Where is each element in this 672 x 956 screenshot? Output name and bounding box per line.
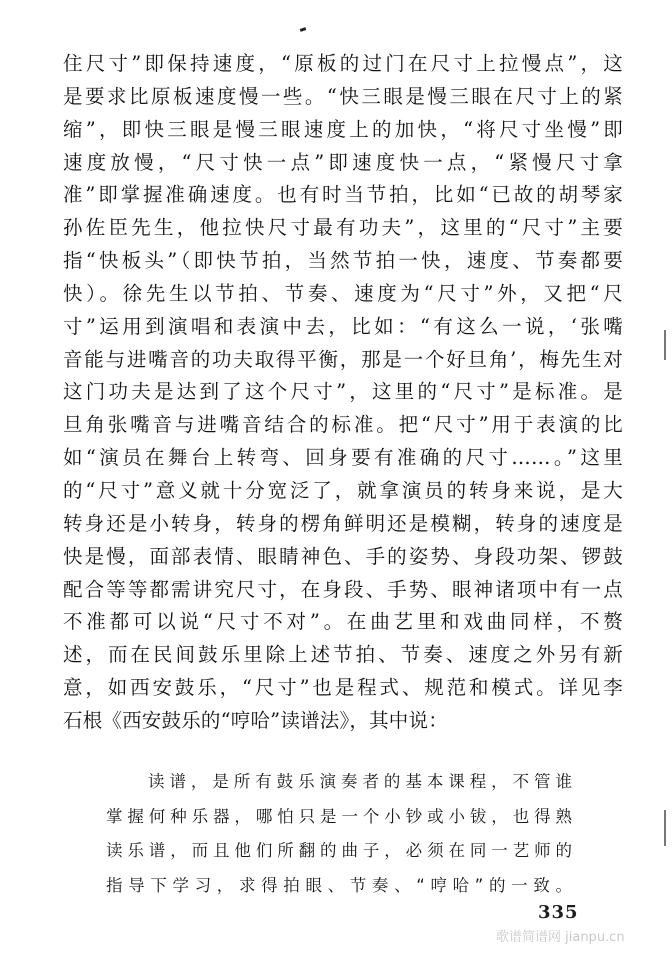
text-line: 寸”运用到演唱和表演中去，比如：“有这么一说，‘张嘴 [63,314,623,338]
body-text [63,48,623,738]
quote-line: 读谱，是所有鼓乐演奏者的基本课程，不管谁 [148,772,572,791]
text-line: 快是慢，面部表情、眼睛神色、手的姿势、身段功架、锣鼓 [63,544,623,568]
scan-edge-mark [664,810,666,846]
text-line: 指“快板头”（即快节拍，当然节拍一快，速度、节奏都要 [63,249,623,273]
watermark: 歌谱简谱网 jianpu.cn [496,930,625,945]
text-line: 快）。徐先生以节拍、节奏、速度为“尺寸”外，又把“尺 [63,281,623,305]
text-line: 转身还是小转身，转身的楞角鲜明还是模糊，转身的速度是 [63,511,623,535]
quote-line: 掌握何种乐器，哪怕只是一个小钞或小钹，也得熟 [106,806,572,826]
text-line: 准”即掌握准确速度。也有时当节拍，比如“已故的胡琴家 [63,183,623,207]
text-line: 如“演员在舞台上转弯、回身要有准确的尺寸……。”这里 [63,446,623,470]
page-number: 335 [538,902,579,923]
text-line: 这门功夫是达到了这个尺寸”，这里的“尺寸”是标准。是 [63,380,623,404]
text-line: 住尺寸”即保持速度，“原板的过门在尺寸上拉慢点”，这 [63,52,623,75]
text-line: 音能与进嘴音的功夫取得平衡，那是一个好旦角’，梅先生对 [63,347,623,371]
text-line: 石根《西安鼓乐的“哼哈”读谱法》，其中说： [63,708,448,732]
text-line: 配合等等都需讲究尺寸，在身段、手势、眼神诸项中有一点 [63,577,623,601]
scan-edge-mark [664,330,666,360]
text-line: 孙佐臣先生，他拉快尺寸最有功夫”，这里的“尺寸”主要 [63,216,623,240]
text-line: 缩”，即快三眼是慢三眼速度上的加快，“将尺寸坐慢”即 [63,117,623,141]
text-line: 的“尺寸”意义就十分宽泛了，就拿演员的转身来说，是大 [63,478,623,502]
text-line: 不准都可以说“尺寸不对”。在曲艺里和戏曲同样，不赘 [63,610,623,634]
quote-line: 读乐谱，而且他们所翻的曲子，必须在同一艺师的 [106,841,572,860]
text-line: 旦角张嘴音与进嘴音结合的标准。把“尺寸”用于表演的比 [63,413,623,437]
text-line: 述，而在民间鼓乐里除上述节拍、节奏、速度之外另有新 [63,643,623,667]
text-line: 是要求比原板速度慢一些。“快三眼是慢三眼在尺寸上的紧 [63,84,623,108]
text-line: 意，如西安鼓乐，“尺寸”也是程式、规范和模式。详见李 [63,676,623,700]
quote-line: 指导下学习，求得拍眼、节奏、“哼哈”的一致。 [106,875,572,895]
scan-mark [300,27,307,32]
text-line: 速度放慢，“尺寸快一点”即速度快一点，“紧慢尺寸拿 [63,150,623,174]
block-quote [106,765,572,903]
